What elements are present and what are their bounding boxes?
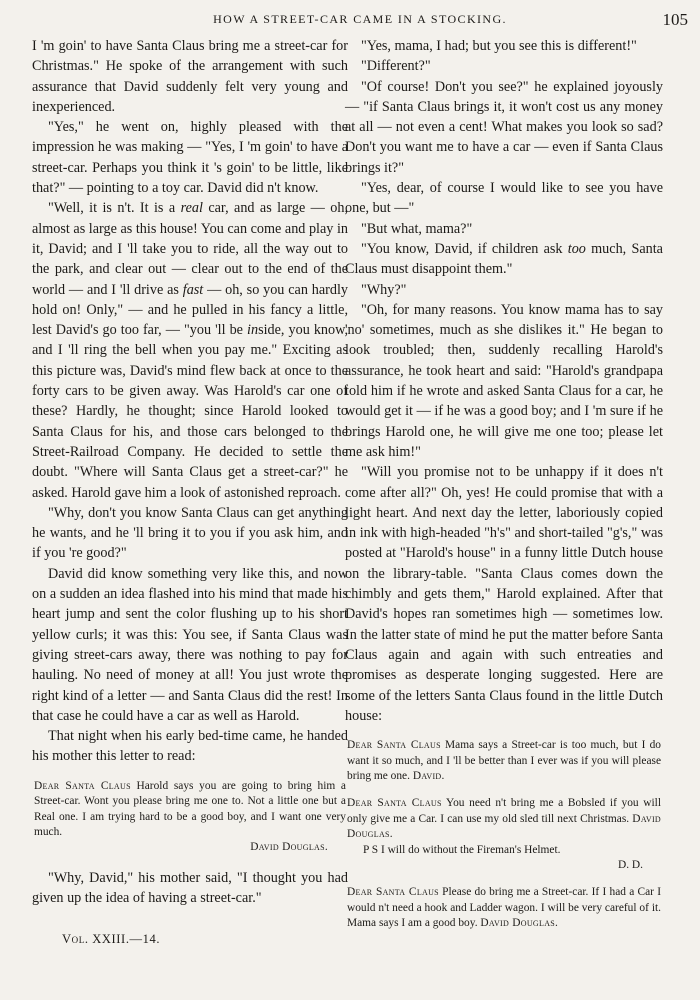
- paragraph: "Why, David," his mother said, "I thought you had given up the idea of having a street-car.": [32, 869, 348, 907]
- paragraph: I 'm goin' to have Santa Claus bring me a street-car for Christmas." He spoke of the arrangement with such assurance that David suddenly felt very young and inexperienced.: [32, 38, 348, 115]
- page-number: 105: [662, 10, 688, 29]
- paragraph: "Oh, for many reasons. You know mama has to say 'no' sometimes, much as she dislikes it." He began to look troubled; then, suddenly recalling Harold's assurance, he took heart and said: "Harold's grandpapa told him if he wrote and asked Santa Claus for a car, he would get it — if he was a good boy; and I 'm sure if he brings Harold one, he will give me one too; please let me ask him!": [345, 301, 663, 460]
- text-run: side, you know, and I 'll ring the bell when you pay me." Exciting as this picture was, David's mind flew back at once to the forty cars to be given away. Was Harold's car one of these? Hardly, he thought; since Harold looked to Santa Claus for his, and those cars belonged to the Street-Railroad Company. He decided to settle the doubt. "Where will Santa Claus get a street-car?" he asked. Harold gave him a look of astonished reproach.: [32, 322, 348, 501]
- letter-signature-line: [34, 840, 346, 855]
- letter-one: [345, 738, 663, 784]
- text-run: car, and as large — oh, almost as large as this house! You can come and play in it, David; and I 'll take you to ride, all the way out to the park, and clear out — clear out to the end of the world — and I 'll drive as: [32, 200, 348, 298]
- page-header: [32, 10, 688, 32]
- volume-label: Vol. XXIII.—14.: [62, 932, 161, 946]
- emphasis-text: too: [567, 240, 586, 257]
- emphasis-text: real: [180, 200, 203, 217]
- letter-body: [347, 885, 661, 931]
- volume-footer: [62, 932, 160, 947]
- letter-text: Mama says a Street-car is too much, but I do want it so much, and I 'll be better than I ever was if you will please bring me one.: [347, 739, 661, 782]
- paragraph: David did know something very like this, and now on a sudden an idea flashed into his mind that made his heart jump and sent the color flushing up to his short yellow curls; it was this: You see, if Santa Claus was giving street-cars away, there was nothing to pay for hauling. No need of money at all! You just wrote the right kind of a letter — and Santa Claus did the rest! In that case he could have a car as well as Harold.: [32, 565, 348, 724]
- letter-signature: David Douglas.: [250, 841, 328, 854]
- letter-two: [345, 796, 663, 873]
- letter-initials: D. D.: [618, 858, 643, 871]
- paragraph: "Why, don't you know Santa Claus can get anything he wants, and he 'll bring it to you if you ask him, and if you 're good?": [32, 504, 348, 562]
- letter-signature: David Douglas.: [347, 812, 661, 841]
- paragraph: "Different?": [361, 58, 431, 75]
- paragraph: "Yes," he went on, highly pleased with the impression he was making — "Yes, I 'm goin' to have a street-car. Perhaps you think it 's goin' to be little, like that?" — pointing to a toy car. David did n't know.: [32, 119, 348, 197]
- text-run: much, Santa Claus must disappoint them.": [345, 240, 663, 278]
- text-run: — oh, so you can hardly hold on! Only," — and he pulled in his fancy a little, lest David's go too far, — "you 'll be: [32, 281, 348, 339]
- paragraph: "Why?": [361, 281, 407, 298]
- letter-postscript: P S I will do without the Fireman's Helmet.: [363, 843, 561, 856]
- paragraph: "Of course! Don't you see?" he explained joyously — "if Santa Claus brings it, it won't cost us any money at all — not even a cent! What makes you look so sad? Don't you want me to have a car — even if Santa Claus brings it?": [345, 78, 663, 176]
- text-run: "Well, it is n't. It is a: [48, 200, 181, 217]
- davids-letter: [32, 779, 348, 856]
- letter-three: [345, 885, 663, 931]
- letter-signature: David.: [412, 769, 445, 782]
- letter-signature: David Douglas.: [480, 917, 559, 930]
- paragraph: "Will you promise not to be unhappy if it does n't come after all?" Oh, yes! He could promise that with a light heart. And next day the letter, laboriously copied in ink with high-headed "h's" and short-tailed "g's," was posted at "Harold's house" in a funny little Dutch house on the library-table. "Santa Claus comes down the chimbly and gets them," Harold explained. After that David's hopes ran sometimes high — sometimes low. In the latter state of mind he put the matter before Santa Claus again and again with such entreaties and promises as desperate longing suggested. Here are some of the letters Santa Claus found in the little Dutch house:: [345, 464, 663, 724]
- paragraph: [32, 198, 348, 502]
- paragraph: That night when his early bed-time came, he handed his mother this letter to read:: [32, 728, 348, 765]
- running-title: HOW A STREET-CAR CAME IN A STOCKING.: [213, 12, 507, 26]
- paragraph: [345, 239, 663, 280]
- letter-salutation: Dear Santa Claus: [347, 886, 439, 899]
- letter-salutation: Dear Santa Claus: [347, 739, 441, 752]
- letter-body: [34, 779, 346, 841]
- letter-salutation: Dear Santa Claus: [347, 797, 442, 810]
- letter-body: [347, 796, 661, 842]
- emphasis-text: in: [247, 322, 259, 339]
- letter-text: Harold says you are going to bring him a Street-car. Wont you please bring me one to. Not a little one but a Real one. I am trying hard to be a good boy, and I want one very much.: [34, 779, 346, 838]
- letter-text: You need n't bring me a Bobsled if you will only give me a Car. I can use my old sled till next Christmas.: [347, 797, 662, 825]
- letter-body: [347, 738, 661, 784]
- text-run: "You know, David, if children ask: [361, 240, 568, 257]
- emphasis-text: fast: [182, 281, 204, 298]
- letter-text: Please do bring me a Street-car. If I had a Car I would n't need a hook and Ladder wagon. I will be very careful of it. Mama says I am a good boy.: [347, 886, 661, 930]
- paragraph: "But what, mama?": [361, 220, 473, 237]
- paragraph: "Yes, mama, I had; but you see this is different!": [361, 38, 637, 54]
- letter-salutation: Dear Santa Claus: [34, 779, 131, 792]
- right-column: [345, 36, 663, 944]
- paragraph: "Yes, dear, of course I would like to see you have one, but —": [345, 180, 663, 217]
- left-column: [32, 36, 348, 908]
